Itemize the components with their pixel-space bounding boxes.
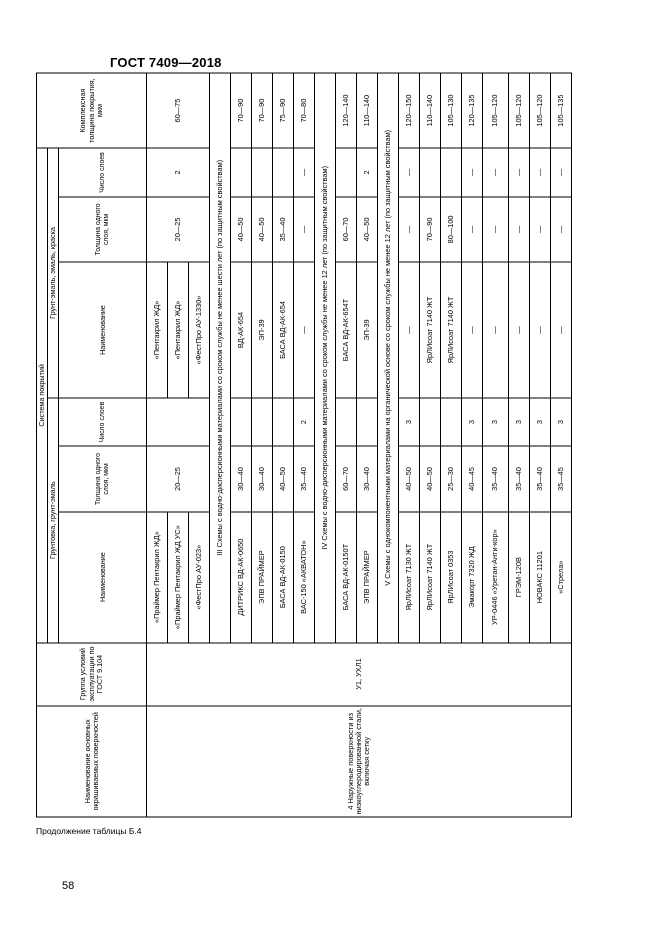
table-cell-primer-name: ВАС-150 «АКВАТОН» (294, 511, 315, 642)
table-cell-enamel-thickness: 40—50 (357, 196, 378, 261)
table-cell-enamel-layers: 2 (147, 148, 210, 197)
table-cell-total: 75—90 (273, 73, 294, 148)
table-cell-enamel-layers (441, 148, 462, 197)
table-cell-total: 105—120 (483, 73, 509, 148)
table-cell-enamel-layers: — (462, 148, 483, 197)
table-cell-enamel-layers: — (483, 148, 509, 197)
table-cell-enamel-name: — (294, 262, 315, 398)
table-cell-primer-layers: 2 (294, 397, 315, 445)
header-system: Система покрытий (37, 148, 48, 642)
table-cell-enamel-name: — (462, 262, 483, 398)
table-cell-enamel-name: — (551, 262, 572, 398)
header-group: Группа условий эксплуатации по ГОСТ 9.104 (37, 642, 147, 705)
table-cell-primer-layers (147, 397, 210, 445)
table-cell-enamel-name: — (509, 262, 530, 398)
table-cell-primer-layers: 3 (551, 397, 572, 445)
table-cell-primer-layers (231, 397, 252, 445)
header-enamel-name: Наименование (59, 262, 147, 398)
table-cell-enamel-layers: — (294, 148, 315, 197)
table-cell-enamel-name: ЭП-39 (252, 262, 273, 398)
table-cell-enamel-name: ВД-АК-654 (231, 262, 252, 398)
table-cell-enamel-thickness: — (551, 196, 572, 261)
table-cell-total: 120—150 (399, 73, 420, 148)
table-cell-primer-name: ГРЭМ-120В (509, 511, 530, 642)
page-number: 58 (62, 880, 75, 892)
header-primer-layers: Число слоев (59, 397, 147, 445)
table-cell-enamel-layers: — (551, 148, 572, 197)
table-cell-primer-layers: 3 (530, 397, 551, 445)
table-cell-enamel-thickness: 60—70 (336, 196, 357, 261)
table-cell-enamel-thickness: 80—100 (441, 196, 462, 261)
table-cell-primer-layers (336, 397, 357, 445)
header-primer-group: Грунтовка, грунт-эмаль (48, 397, 59, 642)
table-cell-enamel-name: — (483, 262, 509, 398)
table-cell-primer-name: НОВАКС 11201 (530, 511, 551, 642)
section-heading-iv: IV Схемы с водно-дисперсионными материалами со сроком службы не менее 12 лет (по защитным свойствам) (315, 73, 336, 643)
table-cell-primer-thickness: 35—40 (294, 446, 315, 511)
table-cell-primer-layers (273, 397, 294, 445)
table-cell-primer-name: БАСА ВД-АК-0150Т (336, 511, 357, 642)
table-cell-primer-layers (441, 397, 462, 445)
table-cell-primer-name: «Стрела» (551, 511, 572, 642)
table-cell-primer-name: ЭПВ ПРАЙМЕР (252, 511, 273, 642)
table-cell-enamel-name: БАСА ВД-АК-654Т (336, 262, 357, 398)
table-cell-primer-layers: 3 (399, 397, 420, 445)
table-cell-enamel-thickness: 70—90 (420, 196, 441, 261)
table-continuation-label: Продолжение таблицы Б.4 (36, 826, 142, 836)
table-cell-enamel-name: — (399, 262, 420, 398)
table-cell-primer-thickness: 35—40 (509, 446, 530, 511)
table-cell-enamel-layers: — (530, 148, 551, 197)
table-cell-total: 70—80 (294, 73, 315, 148)
table-cell-primer-layers: 3 (462, 397, 483, 445)
table-cell-enamel-name: ЭП-39 (357, 262, 378, 398)
table-cell-enamel-name: ЯрЛИсоат 7140 ЖТ (420, 262, 441, 398)
header-total-thickness: Комплексная толщина покрытия, мкм (37, 73, 147, 148)
table-cell-primer-name: БАСА ВД-АК-0150 (273, 511, 294, 642)
table-cell-enamel-layers: 2 (357, 148, 378, 197)
row-surface-label: 4 Наружные поверхности из низкоуглеродированной стали, включая сетку (147, 705, 572, 816)
table-cell-primer-thickness: 25—30 (441, 446, 462, 511)
table-cell-enamel-name: «ФестПро АУ-1330» (189, 262, 210, 398)
table-cell-enamel-layers (336, 148, 357, 197)
table-cell-enamel-layers: — (399, 148, 420, 197)
table-cell-enamel-thickness: — (399, 196, 420, 261)
table-cell-enamel-layers (420, 148, 441, 197)
table-cell-enamel-name: — (530, 262, 551, 398)
table-cell-total: 60—75 (147, 73, 210, 148)
table-cell-enamel-thickness: — (462, 196, 483, 261)
table-cell-primer-name: УР-0446 «Уретан-Анти-кор» (483, 511, 509, 642)
header-primer-thickness: Толщина одного слоя, мкм (59, 446, 147, 511)
table-cell-enamel-name: БАСА ВД-АК-654 (273, 262, 294, 398)
table-cell-enamel-layers (252, 148, 273, 197)
header-enamel-layers: Число слоев (59, 148, 147, 197)
row-group-label: У1, УХЛ1 (147, 642, 572, 705)
table-cell-primer-name: «Праймер Пентакрил ЖД» (147, 511, 168, 642)
table-cell-primer-thickness: 35—40 (483, 446, 509, 511)
table-cell-enamel-thickness: 20—25 (147, 196, 210, 261)
table-cell-enamel-thickness: 35—40 (273, 196, 294, 261)
table-cell-total: 105—135 (551, 73, 572, 148)
table-cell-total: 110—140 (420, 73, 441, 148)
table-cell-primer-name: «ФестПро АУ-023» (189, 511, 210, 642)
rotated-table-area (36, 72, 630, 817)
table-cell-primer-name: ЯрЛИсоат 7140 ЖТ (420, 511, 441, 642)
table-cell-total: 105—120 (530, 73, 551, 148)
table-cell-primer-name: ДИТРИКС ВД-АК-0650 (231, 511, 252, 642)
table-cell-total: 120—135 (462, 73, 483, 148)
header-enamel-thickness: Толщина одного слоя, мкм (59, 196, 147, 261)
section-heading-v: V Схемы с однокомпонентными материалами на органической основе со сроком службы не менее 12 лет (по защитным свойствам) (378, 73, 399, 643)
table-cell-total: 105—130 (441, 73, 462, 148)
table-cell-primer-thickness: 35—40 (530, 446, 551, 511)
table-cell-enamel-thickness: — (483, 196, 509, 261)
table-cell-enamel-name: ЯрЛИсоат 7140 ЖТ (441, 262, 462, 398)
coating-systems-table (36, 72, 572, 817)
table-cell-primer-layers: 3 (509, 397, 530, 445)
section-heading-iii: III Схемы с водно-дисперсионными материалами со сроком службы не менее шести лет (по защитным свойствам) (210, 73, 231, 643)
table-cell-primer-name: ЯрЛИсоат 7130 ЖТ (399, 511, 420, 642)
table-cell-primer-layers (420, 397, 441, 445)
header-primer-name: Наименование (59, 511, 147, 642)
table-cell-primer-thickness: 40—50 (273, 446, 294, 511)
table-cell-primer-thickness: 20—25 (147, 446, 210, 511)
table-cell-total: 70—90 (252, 73, 273, 148)
table-cell-primer-name: ЭПВ ПРАЙМЕР (357, 511, 378, 642)
table-cell-primer-layers: 3 (483, 397, 509, 445)
table-cell-primer-layers (252, 397, 273, 445)
table-cell-enamel-name: «Пентакрил ЖД» (147, 262, 168, 398)
table-cell-primer-thickness: 40—45 (462, 446, 483, 511)
standard-title: ГОСТ 7409—2018 (110, 55, 222, 70)
table-cell-primer-thickness: 30—40 (252, 446, 273, 511)
table-cell-primer-name: ЯрЛИсоат 0353 (441, 511, 462, 642)
table-cell-enamel-name: «Пентакрил ЖД» (168, 262, 189, 398)
table-cell-primer-thickness: 40—50 (399, 446, 420, 511)
table-cell-primer-thickness: 30—40 (231, 446, 252, 511)
table-cell-total: 70—90 (231, 73, 252, 148)
table-cell-enamel-thickness: 40—50 (252, 196, 273, 261)
table-cell-total: 105—120 (509, 73, 530, 148)
table-cell-primer-thickness: 30—40 (357, 446, 378, 511)
table-cell-enamel-layers: — (509, 148, 530, 197)
table-cell-primer-thickness: 60—70 (336, 446, 357, 511)
table-cell-primer-thickness: 40—50 (420, 446, 441, 511)
table-cell-primer-name: «Праймер Пентакрил ЖД УС» (168, 511, 189, 642)
table-cell-primer-layers (357, 397, 378, 445)
table-cell-enamel-thickness: — (294, 196, 315, 261)
table-cell-enamel-thickness: — (530, 196, 551, 261)
header-enamel-group: Грунт-эмаль, эмаль, краска (48, 148, 59, 398)
table-cell-enamel-layers (231, 148, 252, 197)
header-surfaces: Наименование основных окрашиваемых поверхностей (37, 705, 147, 816)
table-cell-enamel-thickness: — (509, 196, 530, 261)
table-cell-total: 110—140 (357, 73, 378, 148)
table-cell-primer-name: Эмакорт 7320 ЖД (462, 511, 483, 642)
table-cell-total: 120—140 (336, 73, 357, 148)
table-cell-primer-thickness: 35—45 (551, 446, 572, 511)
table-cell-enamel-thickness: 40—50 (231, 196, 252, 261)
table-cell-enamel-layers (273, 148, 294, 197)
